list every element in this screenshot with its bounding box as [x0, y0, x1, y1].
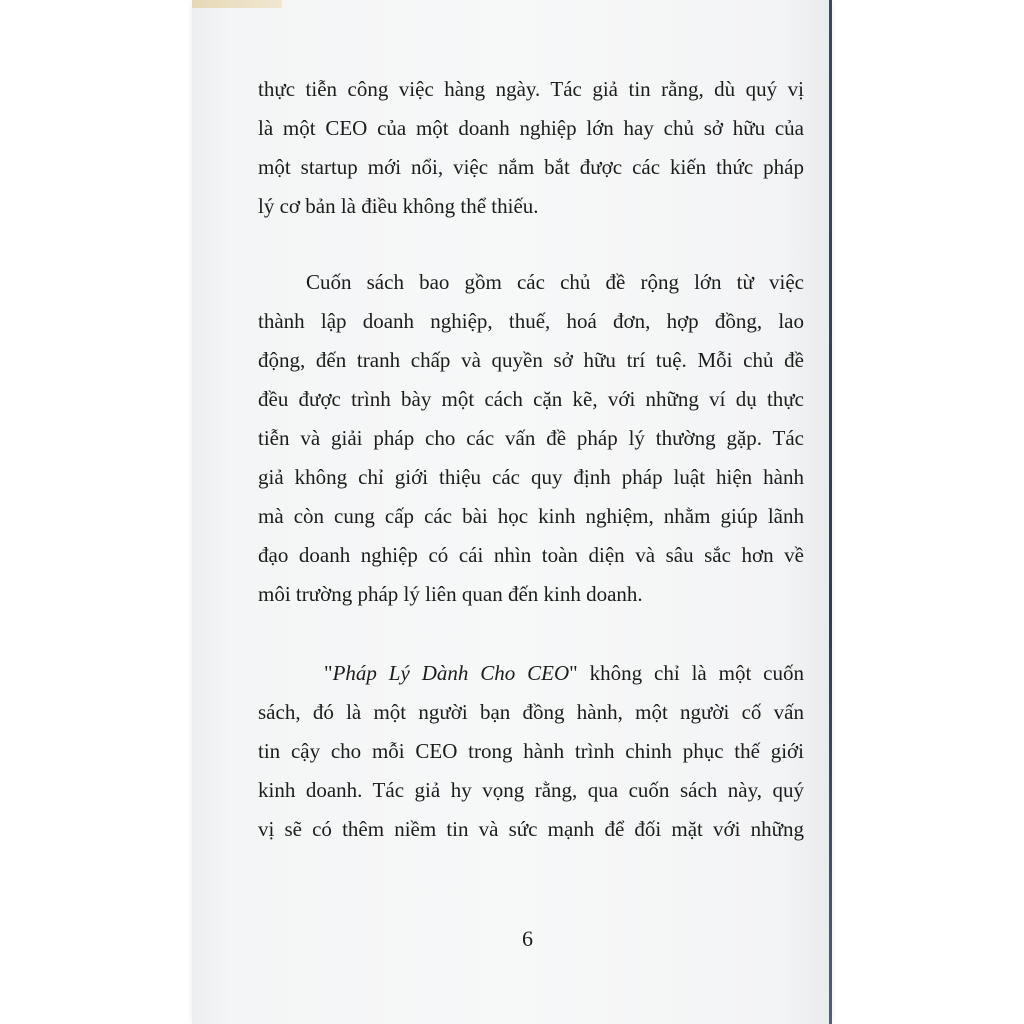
text-line: tiễn và giải pháp cho các vấn đề pháp lý thường gặp. Tác	[258, 426, 804, 450]
text-line: môi trường pháp lý liên quan đến kinh doanh.	[258, 582, 643, 606]
paragraph-3	[258, 654, 804, 849]
text-line: lý cơ bản là điều không thể thiếu.	[258, 194, 539, 218]
paragraph-gap	[258, 226, 804, 263]
text-line: vị sẽ có thêm niềm tin và sức mạnh để đối mặt với những	[258, 817, 804, 841]
text-line: thành lập doanh nghiệp, thuế, hoá đơn, hợp đồng, lao	[258, 309, 804, 333]
text-line: Cuốn sách bao gồm các chủ đề rộng lớn từ việc	[306, 270, 804, 294]
page-number: 6	[522, 926, 533, 951]
text-line: thực tiễn công việc hàng ngày. Tác giả tin rằng, dù quý vị	[258, 77, 804, 101]
text-line: đạo doanh nghiệp có cái nhìn toàn diện và sâu sắc hơn về	[258, 543, 804, 567]
book-cover-edge	[829, 0, 832, 1024]
paragraph-gap	[258, 614, 804, 654]
text-line: đều được trình bày một cách cặn kẽ, với những ví dụ thực	[258, 387, 804, 411]
paragraph-2	[258, 263, 804, 614]
open-quote: "	[324, 661, 333, 685]
book-title-italic: Pháp Lý Dành Cho CEO	[332, 661, 570, 685]
text-line: kinh doanh. Tác giả hy vọng rằng, qua cuốn sách này, quý	[258, 778, 804, 802]
text-line: động, đến tranh chấp và quyền sở hữu trí tuệ. Mỗi chủ đề	[258, 348, 804, 372]
text-line: giả không chỉ giới thiệu các quy định pháp luật hiện hành	[258, 465, 804, 489]
text-line: là một CEO của một doanh nghiệp lớn hay chủ sở hữu của	[258, 116, 804, 140]
text-line: sách, đó là một người bạn đồng hành, một người cố vấn	[258, 700, 804, 724]
text-fragment: " không chỉ là một cuốn	[569, 661, 804, 685]
text-line: tin cậy cho mỗi CEO trong hành trình chinh phục thế giới	[258, 739, 804, 763]
text-line	[258, 654, 804, 693]
top-paper-strip	[192, 0, 282, 8]
paragraph-1	[258, 70, 804, 226]
text-line: mà còn cung cấp các bài học kinh nghiệm, nhằm giúp lãnh	[258, 504, 804, 528]
page-text	[258, 70, 804, 849]
text-line: một startup mới nổi, việc nắm bắt được các kiến thức pháp	[258, 155, 804, 179]
